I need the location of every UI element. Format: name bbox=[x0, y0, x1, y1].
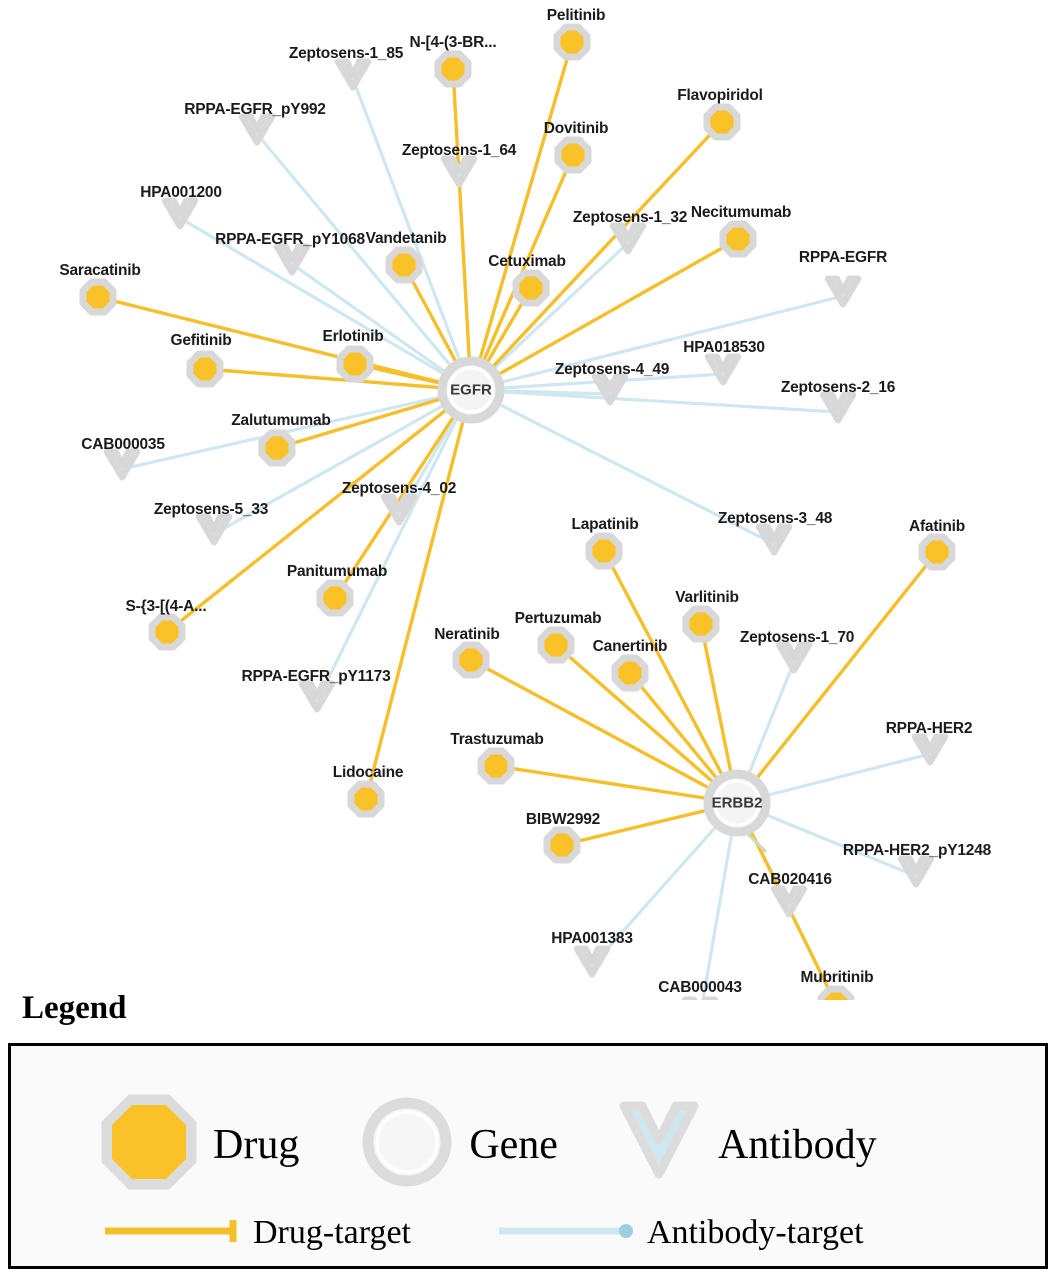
antibody-edge-icon bbox=[497, 1217, 637, 1250]
legend-label-drug-target: Drug-target bbox=[253, 1214, 411, 1251]
v-arrow-icon bbox=[616, 1096, 702, 1193]
drug-node[interactable] bbox=[821, 989, 851, 1000]
antibody-node-label: Zeptosens-4_49 bbox=[554, 361, 670, 378]
antibody-node-label: RPPA-EGFR bbox=[798, 249, 888, 266]
drug-node[interactable] bbox=[922, 537, 952, 567]
antibody-node[interactable] bbox=[708, 357, 738, 383]
antibody-node-label: CAB000043 bbox=[658, 979, 742, 996]
drug-node-label: Canertinib bbox=[592, 638, 668, 655]
drug-node-label: Zalutumumab bbox=[231, 412, 331, 429]
drug-node-label: Mubritinib bbox=[800, 969, 874, 986]
antibody-node-label: Zeptosens-4_02 bbox=[341, 480, 457, 497]
drug-target-edge bbox=[453, 69, 471, 390]
antibody-node[interactable] bbox=[901, 859, 931, 885]
antibody-node-label: HPA001383 bbox=[551, 930, 633, 947]
legend-label-antibody-target: Antibody-target bbox=[646, 1214, 864, 1251]
drug-node[interactable] bbox=[589, 536, 619, 566]
drug-node[interactable] bbox=[707, 107, 737, 137]
legend-node-row bbox=[101, 1094, 877, 1195]
drug-node-label: Pelitinib bbox=[546, 7, 606, 24]
drug-node-label: Cetuximab bbox=[488, 253, 566, 270]
drug-edge-icon bbox=[103, 1217, 243, 1250]
drug-node-label: Pertuzumab bbox=[514, 610, 602, 627]
drug-node[interactable] bbox=[152, 617, 182, 647]
antibody-node-label: HPA018530 bbox=[683, 339, 765, 356]
drug-node-label: Varlitinib bbox=[675, 589, 739, 606]
gene-node-label: EGFR bbox=[450, 381, 492, 399]
antibody-node[interactable] bbox=[779, 645, 809, 671]
legend-label-gene: Gene bbox=[469, 1121, 558, 1168]
antibody-node[interactable] bbox=[277, 247, 307, 273]
antibody-node[interactable] bbox=[613, 226, 643, 252]
drug-node[interactable] bbox=[557, 27, 587, 57]
antibody-node-label: Zeptosens-2_16 bbox=[780, 379, 896, 396]
antibody-node[interactable] bbox=[915, 737, 945, 763]
drug-node-label: BIBW2992 bbox=[525, 811, 601, 828]
legend-label-drug: Drug bbox=[213, 1121, 300, 1168]
antibody-node[interactable] bbox=[199, 517, 229, 543]
antibody-node-label: RPPA-EGFR_pY1068 bbox=[215, 231, 365, 248]
antibody-node-label: Zeptosens-1_32 bbox=[572, 209, 688, 226]
antibody-node[interactable] bbox=[759, 527, 789, 553]
antibody-node[interactable] bbox=[302, 684, 332, 710]
antibody-node-label: CAB020416 bbox=[748, 871, 832, 888]
antibody-node[interactable] bbox=[107, 452, 137, 478]
antibody-node-label: HPA001200 bbox=[140, 184, 222, 201]
drug-node-label: Saracatinib bbox=[59, 262, 141, 279]
legend-label-antibody: Antibody bbox=[717, 1121, 877, 1168]
antibody-node-label: Zeptosens-1_70 bbox=[739, 629, 855, 646]
drug-node[interactable] bbox=[516, 273, 546, 303]
antibody-node-label: Zeptosens-3_48 bbox=[717, 510, 833, 527]
antibody-node-label: RPPA-EGFR_pY992 bbox=[184, 101, 326, 118]
drug-node-label: Erlotinib bbox=[322, 328, 384, 345]
drug-node[interactable] bbox=[190, 354, 220, 384]
drug-node-label: N-[4-(3-BR... bbox=[409, 34, 497, 51]
drug-node-label: Lapatinib bbox=[571, 516, 639, 533]
drug-node[interactable] bbox=[389, 250, 419, 280]
drug-node-label: Vandetanib bbox=[365, 230, 447, 247]
antibody-node-label: Zeptosens-5_33 bbox=[153, 501, 269, 518]
antibody-node-label: Zeptosens-1_64 bbox=[401, 142, 517, 159]
drug-node[interactable] bbox=[83, 282, 113, 312]
antibody-node[interactable] bbox=[577, 949, 607, 975]
antibody-node[interactable] bbox=[242, 117, 272, 143]
drug-node-label: Lidocaine bbox=[332, 764, 404, 781]
antibody-node-label: CAB000035 bbox=[81, 436, 165, 453]
antibody-target-edge bbox=[317, 390, 471, 701]
legend-item-antibody bbox=[616, 1096, 877, 1193]
drug-node-label: Dovitinib bbox=[543, 120, 609, 137]
drug-node-label: S-{3-[(4-A... bbox=[125, 598, 207, 615]
drug-node[interactable] bbox=[615, 658, 645, 688]
drug-target-edge bbox=[737, 552, 937, 803]
legend-box bbox=[8, 1043, 1048, 1269]
drug-node[interactable] bbox=[547, 830, 577, 860]
legend-edge-row bbox=[103, 1214, 864, 1252]
drug-node-label: Afatinib bbox=[908, 518, 966, 535]
drug-node-label: Flavopiridol bbox=[677, 87, 763, 104]
antibody-node[interactable] bbox=[338, 62, 368, 88]
legend-title: Legend bbox=[22, 990, 127, 1026]
antibody-node-label: Zeptosens-1_85 bbox=[288, 45, 404, 62]
drug-node[interactable] bbox=[262, 433, 292, 463]
antibody-node-label: RPPA-HER2 bbox=[885, 720, 973, 737]
drug-node[interactable] bbox=[438, 54, 468, 84]
legend-item-gene bbox=[361, 1096, 558, 1193]
drug-node-label: Panitumumab bbox=[286, 563, 388, 580]
drug-node[interactable] bbox=[340, 349, 370, 379]
drug-node[interactable] bbox=[351, 784, 381, 814]
drug-node[interactable] bbox=[723, 224, 753, 254]
antibody-node[interactable] bbox=[774, 889, 804, 915]
drug-node[interactable] bbox=[686, 609, 716, 639]
legend-item-drug bbox=[101, 1094, 299, 1195]
gene-node-label: ERBB2 bbox=[711, 794, 763, 812]
antibody-node-label: RPPA-HER2_pY1248 bbox=[842, 842, 992, 859]
drug-node[interactable] bbox=[320, 583, 350, 613]
antibody-node[interactable] bbox=[828, 279, 858, 305]
drug-node[interactable] bbox=[541, 630, 571, 660]
drug-node-label: Necitumumab bbox=[690, 204, 792, 221]
drug-node-label: Trastuzumab bbox=[450, 731, 544, 748]
drug-node-label: Neratinib bbox=[434, 626, 500, 643]
legend-item-drug-target bbox=[103, 1214, 411, 1252]
antibody-node[interactable] bbox=[823, 395, 853, 421]
drug-node[interactable] bbox=[456, 645, 486, 675]
octagon-icon bbox=[101, 1094, 197, 1195]
drug-node[interactable] bbox=[558, 140, 588, 170]
legend-item-antibody-target bbox=[497, 1214, 864, 1252]
antibody-node-label: RPPA-EGFR_pY1173 bbox=[241, 668, 391, 685]
drug-node-label: Gefitinib bbox=[170, 332, 232, 349]
circle-ring-icon bbox=[361, 1096, 453, 1193]
drug-node[interactable] bbox=[481, 751, 511, 781]
